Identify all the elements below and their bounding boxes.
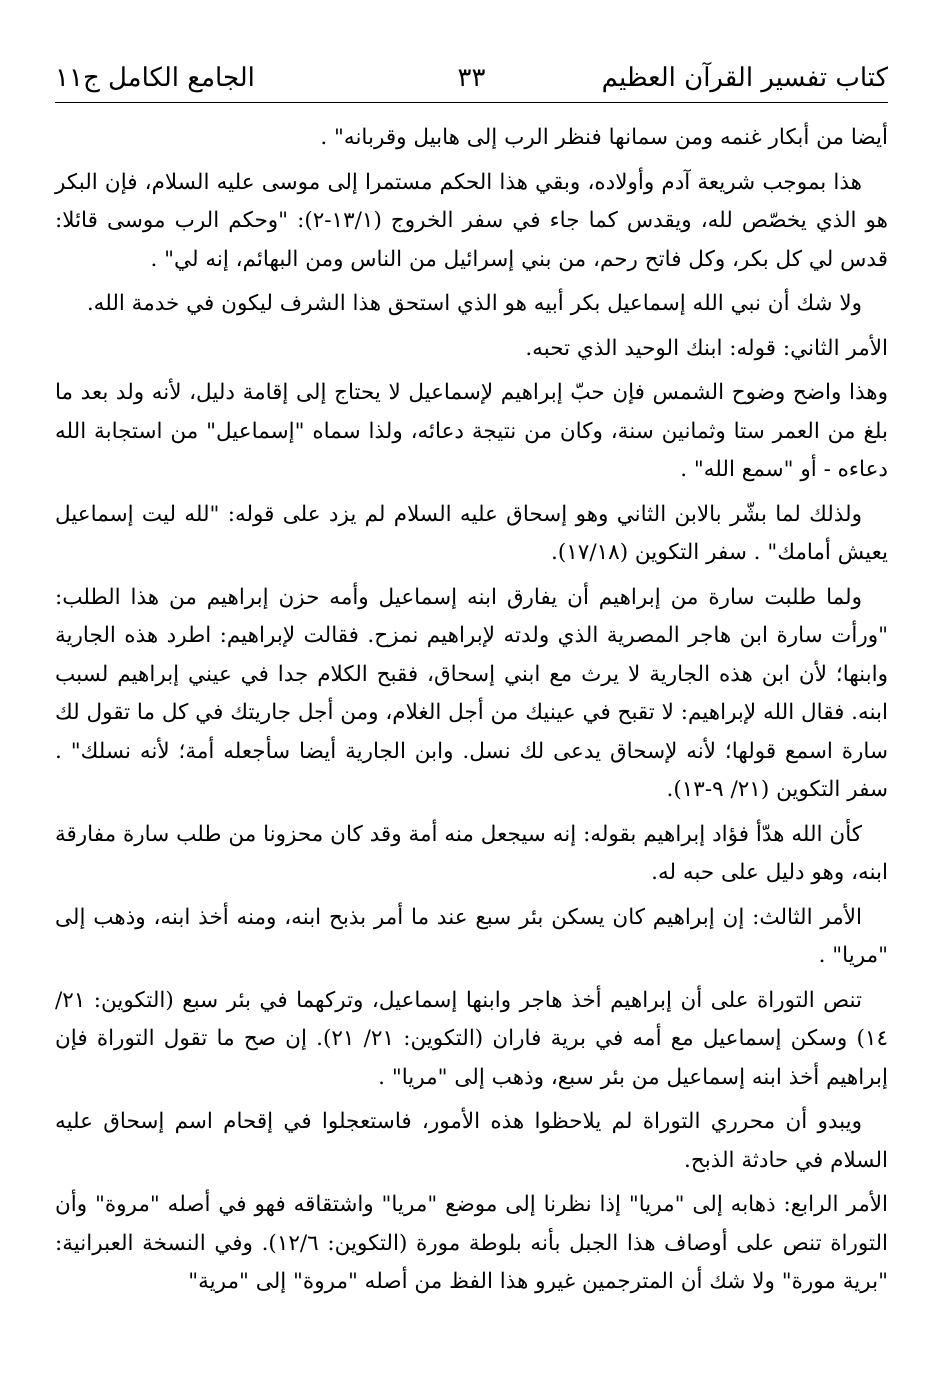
paragraph: الأمر الرابع: ذهابه إلى "مريا" إذا نظرنا إلى موضع "مريا" واشتقاقه فهو في أصله "مروة" وأن التوراة تنص على أوصاف هذا الجبل بأنه بلوطة مورة (التكوين: ١٢/٦). وفي النسخة العبرانية: "برية مورة" ولا شك أن المترجمين غيرو هذا الفظ من أصله "مروة" إلى "مرية"	[55, 1192, 888, 1294]
paragraph: تنص التوراة على أن إبراهيم أخذ هاجر وابنها إسماعيل، وتركهما في بئر سبع (التكوين: ٢١/ ١٤) وسكن إسماعيل مع أمه في برية فاران (التكوين: ٢١/ ٢١). إن صح ما تقول التوراة فإن إبراهيم أخذ ابنه إسماعيل من بئر سبع، وذهب إلى "مريا" .	[55, 987, 888, 1090]
paragraph: ولما طلبت سارة من إبراهيم أن يفارق ابنه إسماعيل وأمه حزن إبراهيم من هذا الطلب: "ورأت سارة ابن هاجر المصرية الذي ولدته لإبراهيم نمزح. فقالت لإبراهيم: اطرد هذه الجارية وابنها؛ لأن ابن هذه الجارية لا يرث مع ابني إسحاق، فقبح الكلام جدا في عيني إبراهيم لسبب ابنه. فقال الله لإبراهيم: لا تقبح في عينيك من أجل الغلام، ومن أجل جاريتك في كل ما تقول لك سارة اسمع قولها؛ لأنه لإسحاق يدعى لك نسل. وابن الجارية أيضا سأجعله أمة؛ لأنه نسلك" . سفر التكوين (٢١/ ٩-١٣).	[55, 584, 888, 802]
book-title: كتاب تفسير القرآن العظيم	[601, 63, 888, 93]
paragraph: ولا شك أن نبي الله إسماعيل بكر أبيه هو الذي استحق هذا الشرف ليكون في خدمة الله.	[86, 291, 862, 316]
paragraph: ولذلك لما بشّر بالابن الثاني وهو إسحاق عليه السلام لم يزد على قوله: "لله ليت إسماعيل يعيش أمامك" . سفر التكوين (١٧/١٨).	[55, 501, 888, 565]
page-number: ٣٣	[457, 63, 486, 93]
series-title: الجامع الكامل ج١١	[55, 63, 255, 93]
page-header	[55, 58, 888, 103]
paragraph: وهذا واضح وضوح الشمس فإن حبّ إبراهيم لإسماعيل لا يحتاج إلى إقامة دليل، لأنه ولد بعد ما بلغ من العمر ستا وثمانين سنة، وكان من نتيجة دعائه، ولذا سماه "إسماعيل" من استجابة الله دعاءه - أو "سمع الله" .	[55, 380, 888, 482]
paragraph: الأمر الثالث: إن إبراهيم كان يسكن بئر سبع عند ما أمر بذبح ابنه، ومنه أخذ ابنه، وذهب إلى "مريا" .	[55, 904, 888, 968]
paragraph: الأمر الثاني: قوله: ابنك الوحيد الذي تحبه.	[525, 335, 888, 361]
paragraph: ويبدو أن محرري التوراة لم يلاحظوا هذه الأمور، فاستعجلوا في إقحام اسم إسحاق عليه السلام في حادثة الذبح.	[55, 1109, 888, 1173]
paragraph: هذا بموجب شريعة آدم وأولاده، وبقي هذا الحكم مستمرا إلى موسى عليه السلام، فإن البكر هو الذي يخصّص لله، ويقدس كما جاء في سفر الخروج (١٣/١-٢): "وحكم الرب موسى قائلا: قدس لي كل بكر، وكل فاتح رحم، من بني إسرائيل من الناس ومن البهائم، إنه لي" .	[55, 169, 888, 272]
page-body	[55, 119, 888, 1302]
paragraph: كأن الله هدّأ فؤاد إبراهيم بقوله: إنه سيجعل منه أمة وقد كان محزونا من طلب سارة مفارقة ابنه، وهو دليل على حبه له.	[55, 821, 888, 885]
paragraph: أيضا من أبكار غنمه ومن سمانها فنظر الرب إلى هابيل وقربانه" .	[320, 125, 888, 150]
